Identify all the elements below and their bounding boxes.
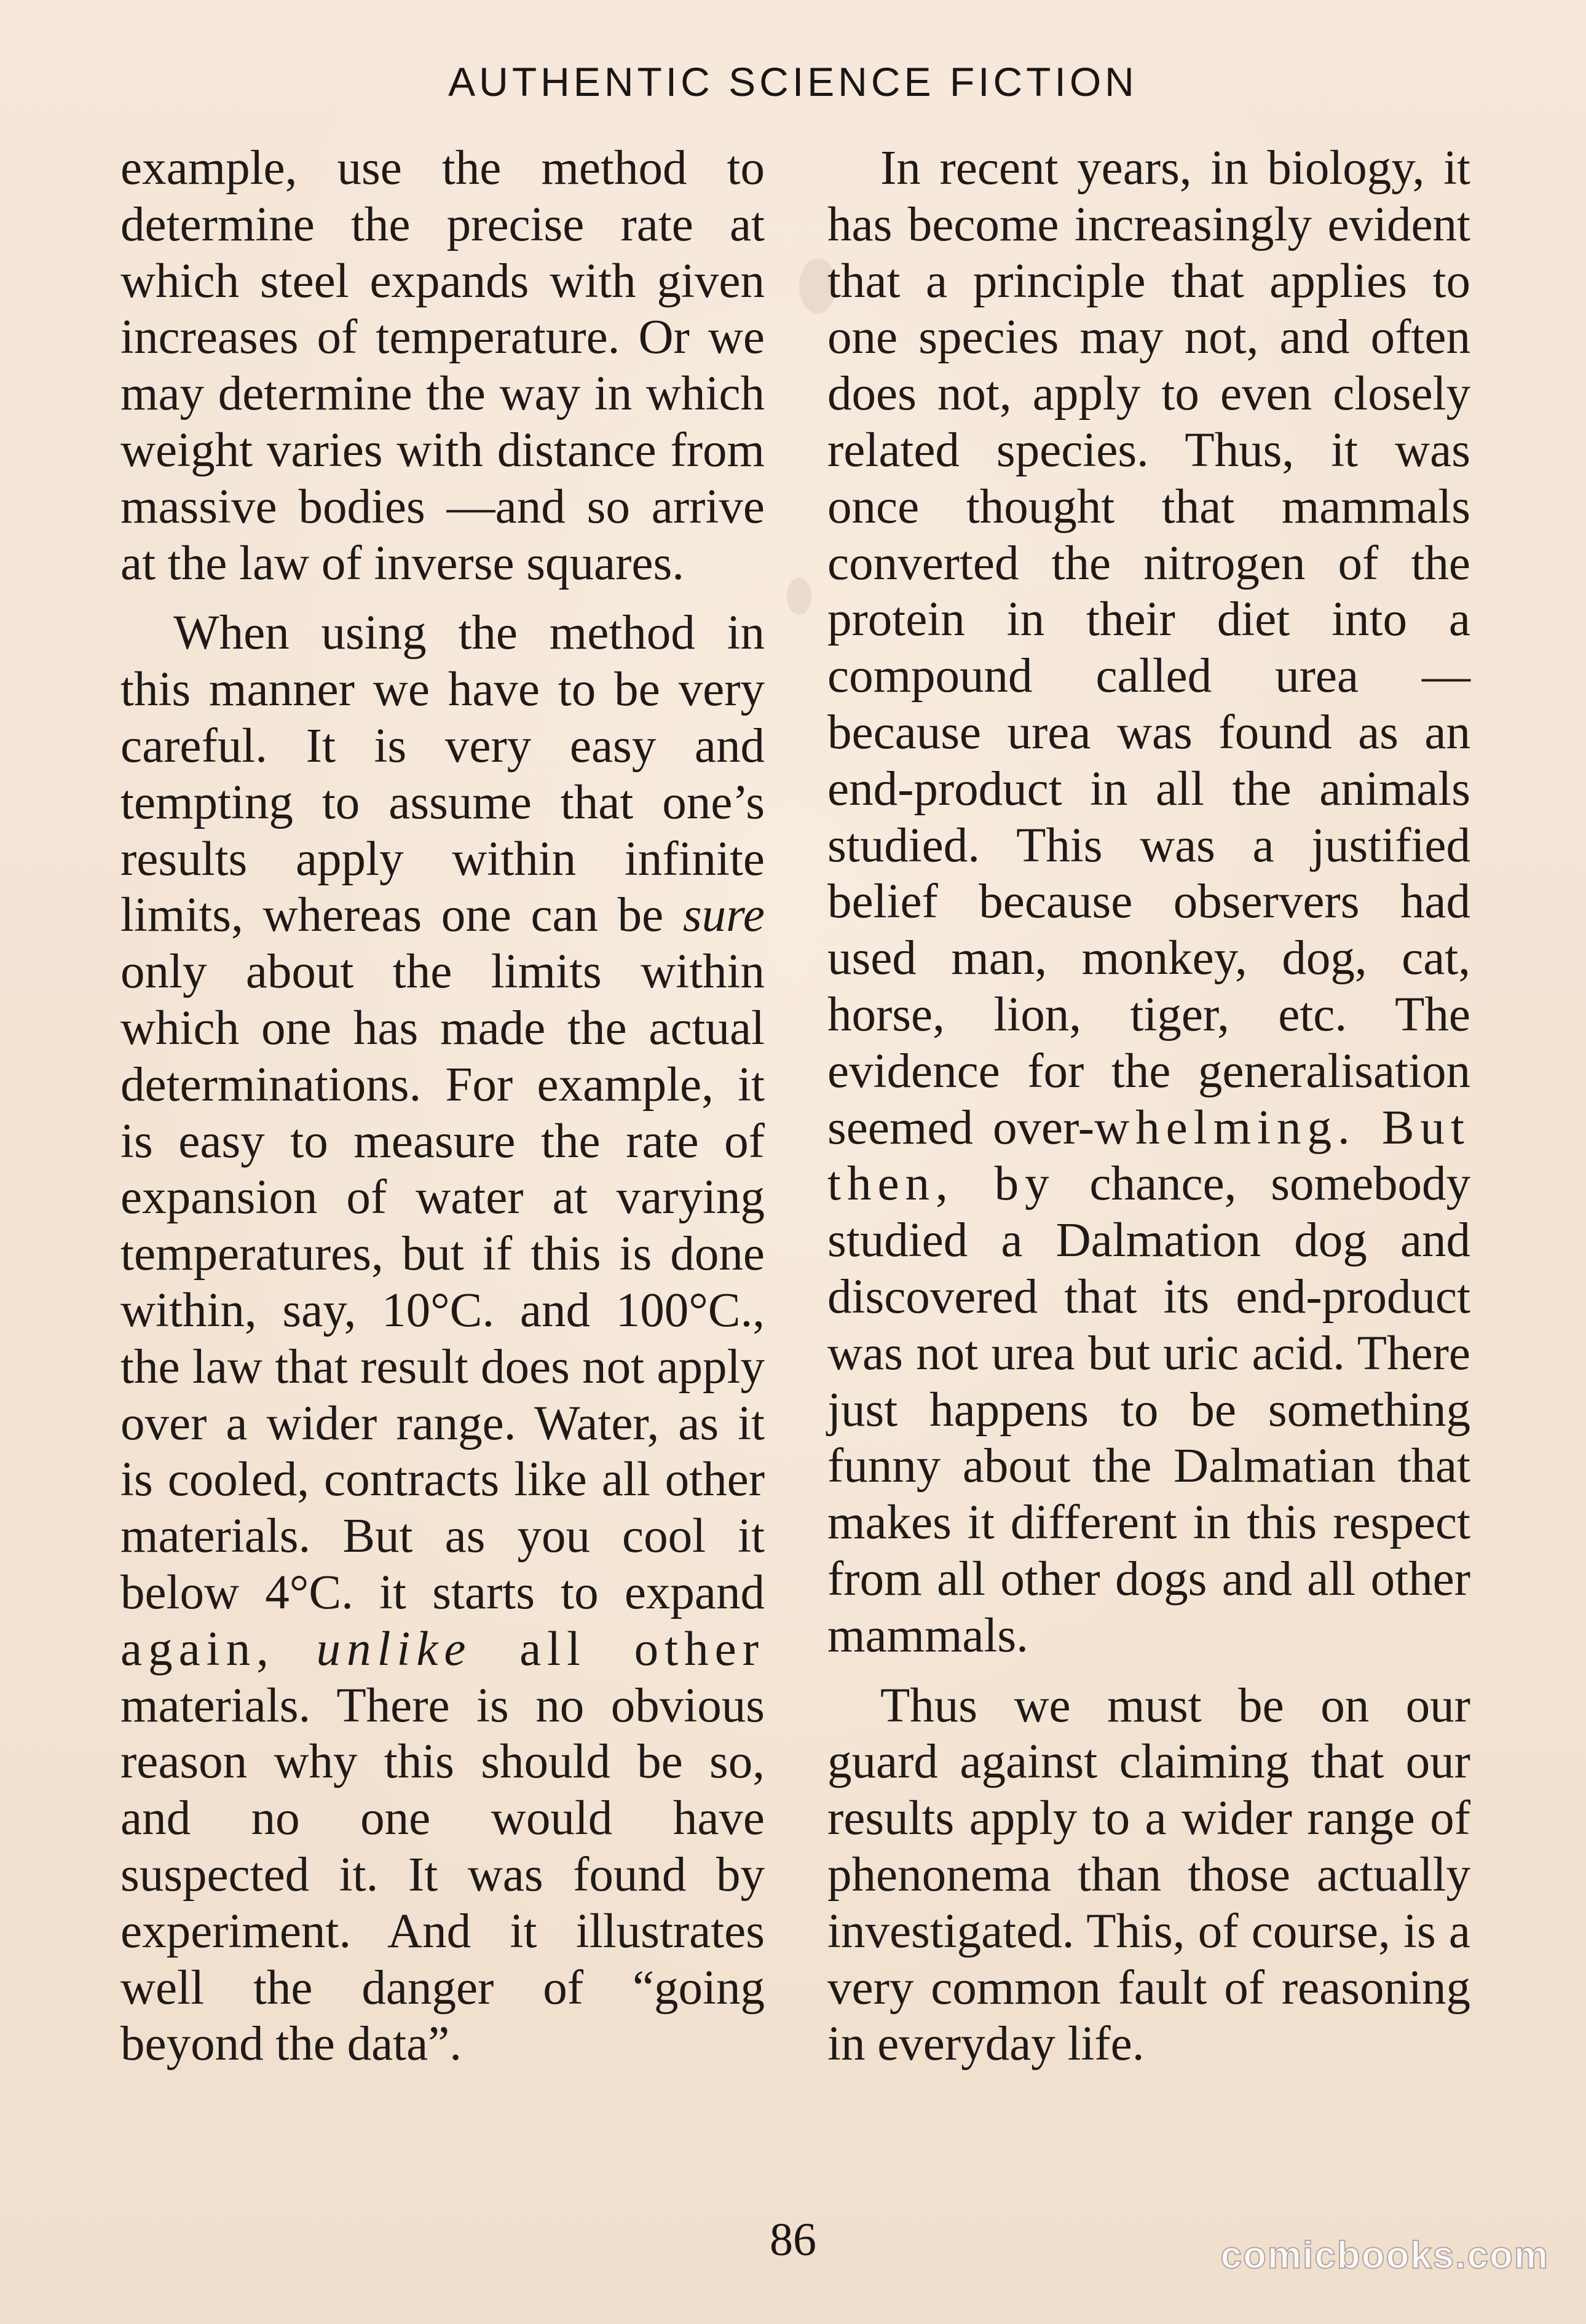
left-column — [120, 140, 765, 2073]
emphasis-unlike: unlike — [316, 1622, 472, 1676]
watermark-logo: comicbooks.com — [1220, 2234, 1549, 2277]
paragraph: Thus we must be on our guard against claiming that our results apply to a wider range of phenonema than those actually investigated. This, of course, is a very common fault of reasoning in everyday life. — [827, 1678, 1470, 2071]
text-run — [275, 1622, 317, 1676]
paper-stain — [787, 578, 811, 615]
spaced-text: again, — [120, 1622, 275, 1676]
paragraph — [120, 605, 765, 2073]
running-header: AUTHENTIC SCIENCE FICTION — [448, 59, 1138, 105]
spaced-text: all other — [471, 1622, 765, 1676]
text-run: When using the method in this manner we have to be very careful. It is very easy and tempting to assume that one’s results apply within infinite limits, whereas one can be — [120, 606, 765, 943]
text-run: materials. There is no obvious reason why this should be so, and no one would have suspected it. It was found by experiment. And it illustrates well the danger of “going beyond the data”. — [120, 1678, 765, 2071]
paragraph — [827, 140, 1470, 1664]
text-run: In recent years, in biology, it has become increasingly evident that a principle that applies to one species may not, and often does not, apply to even closely related species. Thus, it was once thought that mammals converted the nitrogen of the protein in their diet into a compound called urea —because urea was found as an end-product in all the animals studied. This was a justified belief because observers had used man, monkey, dog, cat, horse, lion, tiger, etc. The evidence for the generalisation seemed over- — [827, 141, 1470, 1155]
text-run: only about the limits within which one has made the actual determinations. For example, it is easy to measure the rate of expansion of water at varying temperatures, but if this is done within, say, 10°C. and 100°C., the law that result does not apply over a wider range. Water, as it is cooled, contracts like all other materials. But as you cool it below 4°C. it starts to expand — [120, 945, 765, 1619]
paragraph: example, use the method to determine the precise rate at which steel expands with given increases of temperature. Or we may determine the way in which weight varies with distance from massive bodies —and so arrive at the law of inverse squares. — [120, 141, 765, 590]
right-column — [827, 140, 1470, 2073]
page-number: 86 — [770, 2214, 816, 2266]
emphasis-sure: sure — [682, 888, 765, 943]
text-run: chance, somebody studied a Dalmation dog and discovered that its end-product was not urea but uric acid. There just happens to be something funny about the Dalmatian that makes it different in this respect from all other dogs and all other mammals. — [827, 1157, 1471, 1662]
spaced-text: whelming. But then, by — [827, 1101, 1470, 1211]
